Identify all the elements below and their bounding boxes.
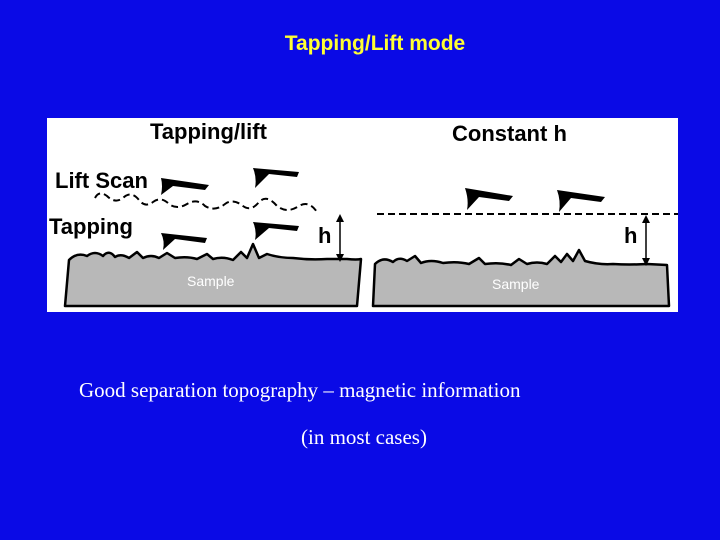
left-height-label: h [318,223,332,248]
slide-title: Tapping/Lift mode [284,32,466,55]
left-panel-title: Tapping/lift [150,119,267,144]
tapping-label: Tapping [49,214,133,239]
right-panel-title: Constant h [452,121,567,146]
afm-mode-diagram [47,118,678,312]
caption-line-1: Good separation topography – magnetic information [79,378,521,402]
left-sample-label: Sample [187,273,235,289]
lift-scan-label: Lift Scan [55,168,148,193]
right-height-label: h [624,223,638,248]
right-sample-label: Sample [492,276,540,292]
caption-line-2: (in most cases) [301,425,427,449]
